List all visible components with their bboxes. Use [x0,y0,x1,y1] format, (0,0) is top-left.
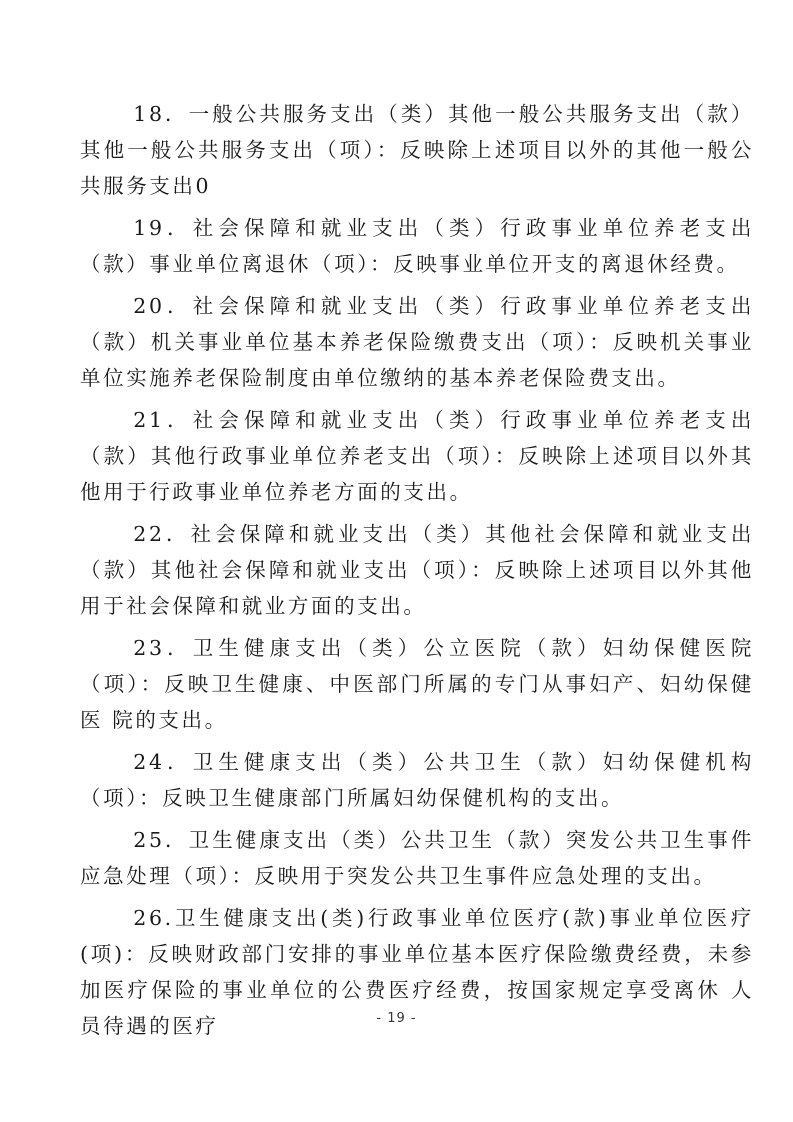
paragraph-24: 24．卫生健康支出（类）公共卫生（款）妇幼保健机构（项）：反映卫生健康部门所属妇幼保健机构的支出。 [80,750,754,810]
page-number: - 19 - [376,1011,417,1026]
paragraph-20: 20．社会保障和就业支出（类）行政事业单位养老支出（款）机关事业单位基本养老保险缴费支出（项）：反映机关事业单位实施养老保险制度由单位缴纳的基本养老保险费支出。 [80,294,754,390]
document-body [80,96,754,1050]
paragraph-19: 19．社会保障和就业支出（类）行政事业单位养老支出（款）事业单位离退休（项）：反映事业单位开支的离退休经费。 [80,216,754,276]
paragraph-18: 18．一般公共服务支出（类）其他一般公共服务支出（款）其他一般公共服务支出（项）：反映除上述项目以外的其他一般公共服务支出0 [80,102,754,198]
paragraph-22: 22．社会保障和就业支出（类）其他社会保障和就业支出（款）其他社会保障和就业支出（项）：反映除上述项目以外其他用于社会保障和就业方面的支出。 [80,522,754,618]
paragraph-23: 23．卫生健康支出（类）公立医院（款）妇幼保健医院（项）：反映卫生健康、中医部门所属的专门从事妇产、妇幼保健医 院的支出。 [80,636,754,732]
paragraph-21: 21．社会保障和就业支出（类）行政事业单位养老支出（款）其他行政事业单位养老支出（项）：反映除上述项目以外其他用于行政事业单位养老方面的支出。 [80,408,754,504]
paragraph-25: 25．卫生健康支出（类）公共卫生（款）突发公共卫生事件应急处理（项）：反映用于突发公共卫生事件应急处理的支出。 [80,828,754,888]
paragraph-26: 26.卫生健康支出(类)行政事业单位医疗(款)事业单位医疗(项)：反映财政部门安排的事业单位基本医疗保险缴费经费，未参 加医疗保险的事业单位的公费医疗经费，按国家规定享受离休 人员待遇的医疗 [80,906,754,1038]
